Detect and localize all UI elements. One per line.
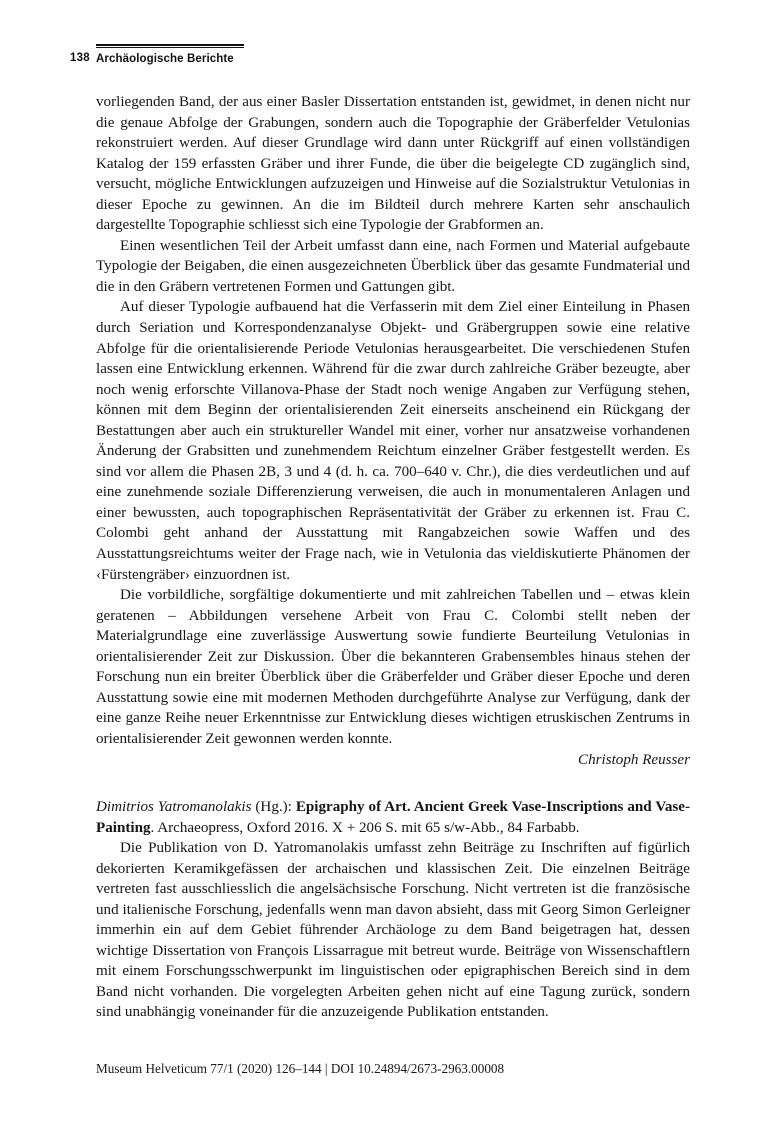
paragraph: vorliegenden Band, der aus einer Basler Dissertation entstanden ist, gewidmet, in denen nicht nur die genaue Abfolge der Grabungen, sondern auch die Topographie der Gräberfelder Vetulonias rekonstruiert werden. Auf dieser Grundlage wird dann unter Rückgriff auf einen vollständigen Katalog der 159 erfassten Gräber und ihrer Funde, die über die beigelegte CD zugänglich sind, versucht, mögliche Entwicklungen aufzuzeigen und Hinweise auf die Sozialstruktur Vetulonias in dieser Epoche zu gewinnen. An die im Bildteil durch mehrere Karten sehr anschaulich dargestellte Topographie schliesst sich eine Typologie der Grabformen an.	[96, 94, 690, 234]
paragraph: Die vorbildliche, sorgfältige dokumentierte und mit zahlreichen Tabellen und – etwas klein geratenen – Abbildungen versehene Arbeit von Frau C. Colombi stellt neben der Materialgrundlage eine zuverlässige Auswertung sowie fundierte Beurteilung Vetulonias in orientalisierender Zeit zur Diskussion. Über die bekannteren Grabensembles hinaus stehen der Forschung nun ein breiter Überblick über die Gräberfelder und Gräber dieser Epoche und deren Ausstattung sowie eine mit modernen Methoden durchgeführte Analyse zur Verfügung, dank der eine ganze Reihe neuer Erkenntnisse zur Entwicklung dieses wichtigen etruskischen Zentrums in orientalisierender Zeit gewonnen werden konnte.	[96, 587, 690, 747]
running-head-title: Archäologische Berichte	[96, 53, 234, 65]
paragraph: Einen wesentlichen Teil der Arbeit umfasst dann eine, nach Formen und Material aufgebaute Typologie der Beigaben, die einen ausgezeichneten Überblick über das gesamte Fundmaterial und die in den Gräbern vertretenen Formen und Gattungen gibt.	[96, 237, 690, 295]
review-two-block	[96, 797, 690, 1023]
review-editor-role: (Hg.):	[251, 799, 296, 815]
rule-line-bottom	[96, 47, 244, 48]
page-number: 138	[70, 52, 90, 64]
running-head	[70, 44, 690, 70]
review-author: Dimitrios Yatromanolakis	[96, 799, 252, 815]
review-imprint: . Archaeopress, Oxford 2016. X + 206 S. mit 65 s/w-Abb., 84 Farbabb.	[150, 819, 580, 836]
paragraph: Auf dieser Typologie aufbauend hat die Verfasserin mit dem Ziel einer Einteilung in Phasen durch Seriation und Korrespondenzanalyse Objekt- und Gräbergruppen sowie eine relative Abfolge für die orientalisierende Periode Vetulonias herausgearbeitet. Die verschiedenen Stufen lassen eine Entwicklung erkennen. Während für die zwar durch zahlreiche Gräber bezeugte, aber noch wenig erforschte Villanova-Phase der Stadt noch wenige Angaben zur Verfügung stehen, können mit dem Beginn der orientalisierenden Zeit einerseits anscheinend ein Rückgang der Bestattungen aber auch ein struktureller Wandel mit einer, vorher nur ansatzweise vorhandenen Änderung der Grabsitten und zunehmendem Reichtum einzelner Gräber festgestellt werden. Es sind vor allem die Phasen 2B, 3 und 4 (d. h. ca. 700–640 v. Chr.), die dies verdeutlichen und auf eine zunehmende soziale Differenzierung verweisen, die auch in monumentaleren Anlagen und einer bewussten, auch topographischen Repräsentativität der Gräber zu erkennen ist. Frau C. Colombi geht anhand der Ausstattung mit Rangabzeichen sowie Waffen und des Ausstattungsreichtums weiter der Frage nach, wie in Vetulonia das vieldiskutierte Phänomen der ‹Fürstengräber› einzuordnen ist.	[96, 299, 690, 583]
running-head-rule	[96, 44, 244, 48]
page-content-column	[70, 0, 690, 1131]
review-title: Epigraphy of Art. Ancient Greek Vase-Inscriptions and Vase-Painting	[96, 799, 690, 836]
review-signature: Christoph Reusser	[578, 751, 690, 768]
review-two-heading	[96, 797, 690, 838]
review-one-body	[96, 92, 690, 770]
footer-citation: Museum Helveticum 77/1 (2020) 126–144 | DOI 10.24894/2673-2963.00008	[96, 1061, 505, 1076]
paragraph: Die Publikation von D. Yatromanolakis umfasst zehn Beiträge zu Inschriften auf figürlich dekorierten Keramikgefässen der archaischen und klassischen Zeit. Die einzelnen Beiträge vertreten fast ausschliesslich die angelsächsische Forschung. Nicht vertreten ist die französische und italienische Forschung, jedenfalls wenn man davon absieht, dass mit Georg Simon Gerleigner immerhin ein auf dem Gebiet führender Archäologe zu dem Band beigetragen hat, dessen wichtige Dissertation von François Lissarrague mit betreut wurde. Beiträge von Wissenschaftlern mit einem Forschungsschwerpunkt im linguistischen oder epigraphischen Bereich sind in dem Band nicht vorhanden. Die vorgelegten Arbeiten gehen nicht auf eine Tagung zurück, sondern sind unabhängig voneinander für die anzuzeigende Publikation entstanden.	[96, 840, 690, 1021]
